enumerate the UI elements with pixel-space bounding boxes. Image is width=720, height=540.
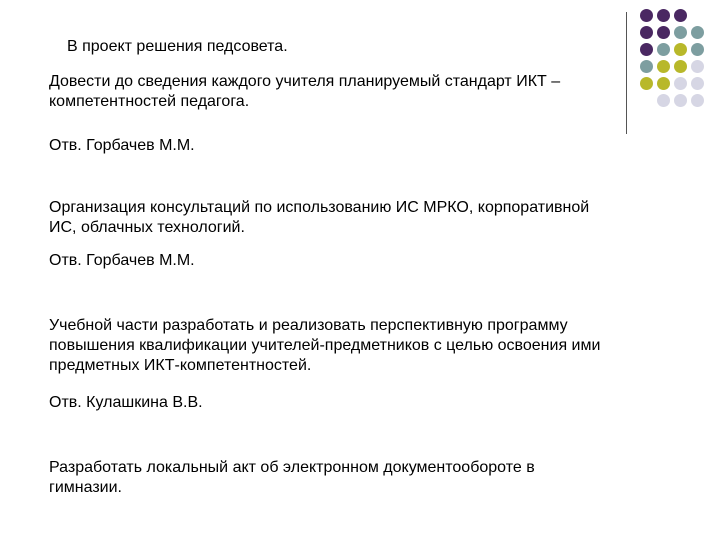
decorative-dot — [640, 9, 653, 22]
decorative-dot — [674, 94, 687, 107]
responsible-line-3: Отв. Кулашкина В.В. — [49, 394, 203, 411]
decorative-dot — [657, 94, 670, 107]
responsible-line-1: Отв. Горбачев М.М. — [49, 137, 195, 154]
decorative-dot — [657, 9, 670, 22]
decorative-dot — [674, 9, 687, 22]
decorative-dot — [691, 94, 704, 107]
decorative-dot — [691, 77, 704, 90]
decorative-dot — [674, 77, 687, 90]
decorative-dot — [674, 43, 687, 56]
decorative-dot — [657, 43, 670, 56]
decorative-dot — [691, 60, 704, 73]
decorative-dot — [640, 43, 653, 56]
decorative-dot — [691, 43, 704, 56]
decorative-dot-grid — [640, 9, 712, 119]
paragraph-local-act: Разработать локальный акт об электронном документообороте в гимназии. — [49, 459, 535, 496]
decorative-dot — [691, 26, 704, 39]
vertical-divider — [626, 12, 627, 134]
paragraph-ict-standard: Довести до сведения каждого учителя планируемый стандарт ИКТ – компетентностей педагога. — [49, 73, 561, 110]
decorative-dot — [657, 77, 670, 90]
decorative-dot — [674, 26, 687, 39]
decorative-dot — [640, 26, 653, 39]
decorative-dot — [657, 60, 670, 73]
decorative-dot — [640, 60, 653, 73]
responsible-line-2: Отв. Горбачев М.М. — [49, 252, 195, 269]
decorative-dot — [674, 60, 687, 73]
decorative-dot — [657, 26, 670, 39]
paragraph-training-program: Учебной части разработать и реализовать перспективную программу повышения квалификации учителей-предметников с целью освоения ими предметных ИКТ-компетентностей. — [49, 317, 601, 374]
paragraph-consultations: Организация консультаций по использованию ИС МРКО, корпоративной ИС, облачных технологий. — [49, 199, 590, 236]
slide-title: В проект решения педсовета. — [67, 38, 288, 55]
decorative-dot — [640, 77, 653, 90]
